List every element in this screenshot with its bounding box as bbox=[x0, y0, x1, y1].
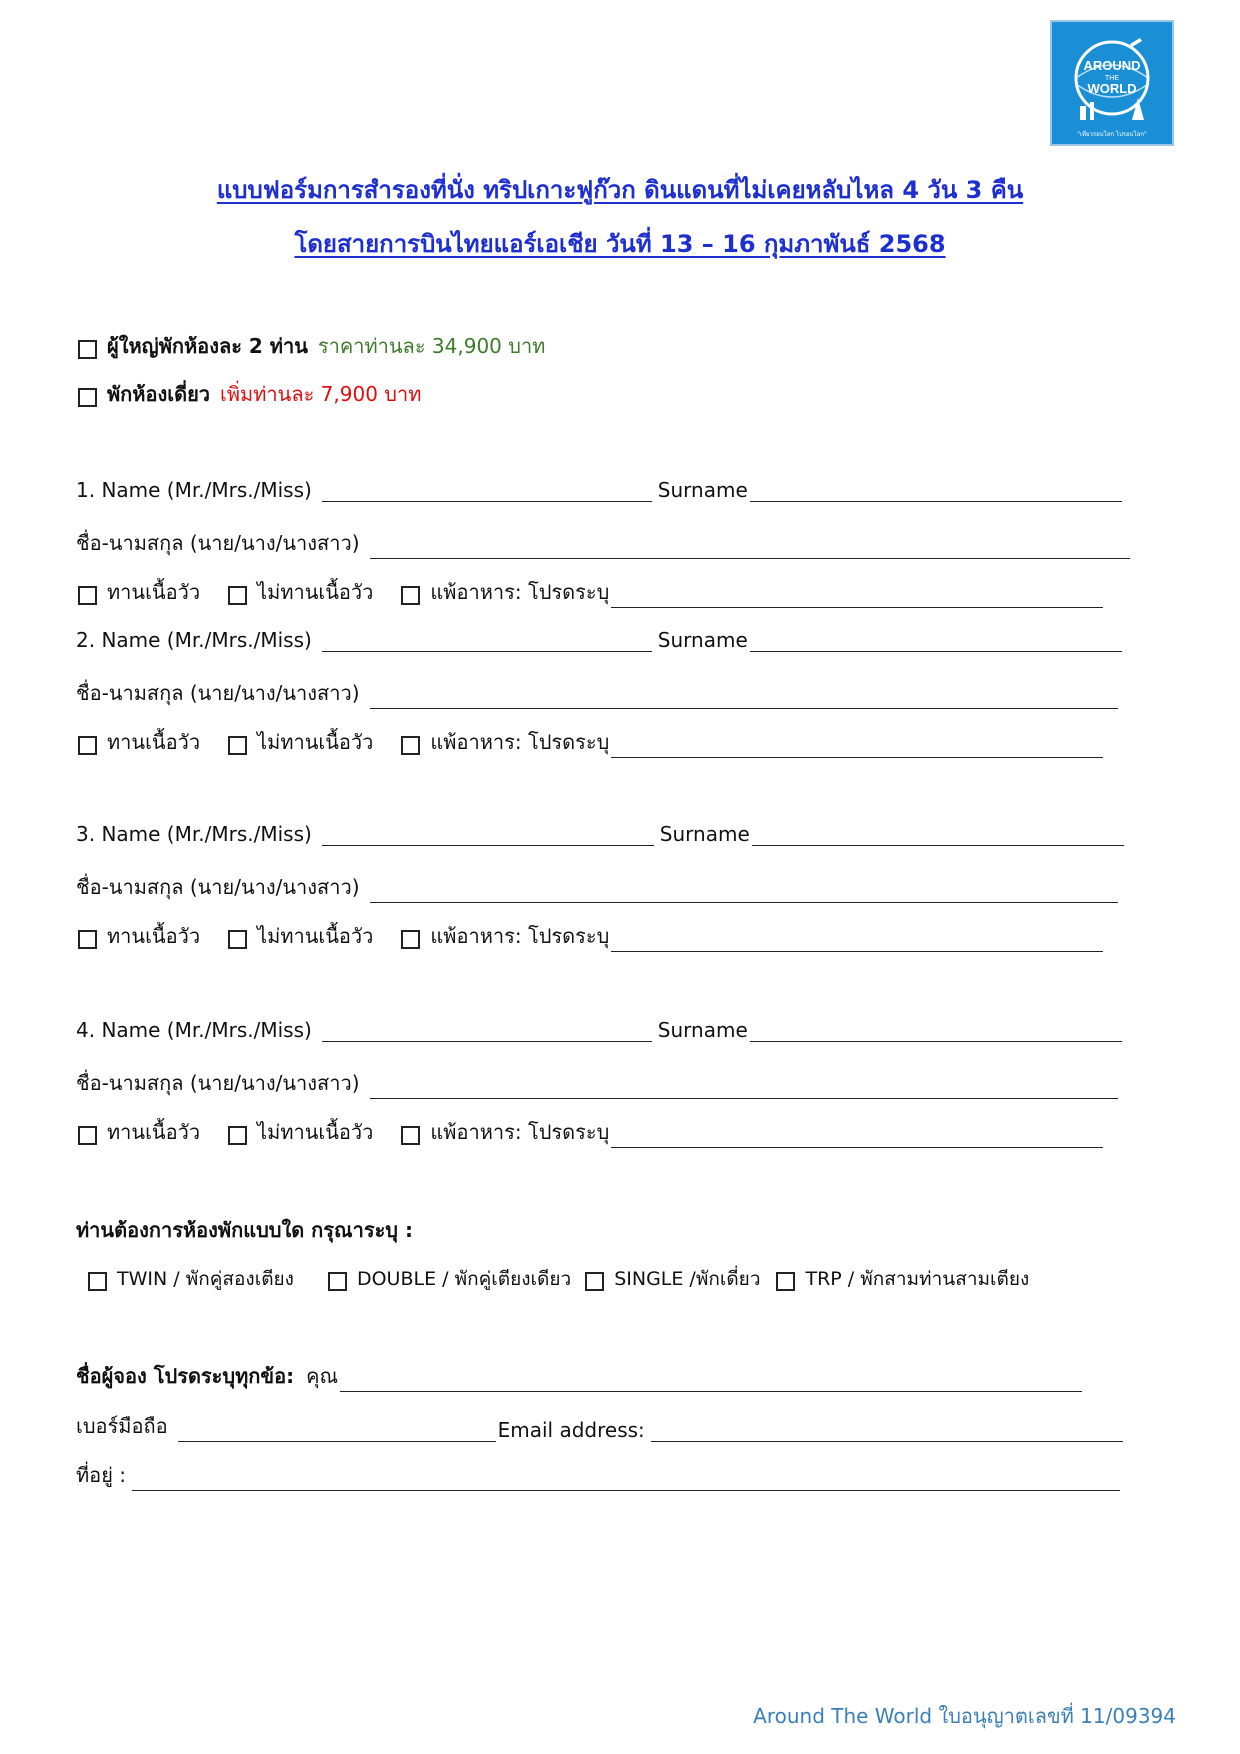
booker-mobile-field[interactable] bbox=[178, 1421, 496, 1442]
passenger-1-eat-beef-label: ทานเนื้อวัว bbox=[107, 580, 201, 604]
room-single-label: SINGLE /พักเดี่ยว bbox=[614, 1268, 761, 1290]
passenger-1-allergy-label: แพ้อาหาร: โปรดระบุ bbox=[430, 580, 610, 604]
passenger-1-name-label: 1. Name (Mr./Mrs./Miss) bbox=[76, 478, 312, 502]
booker-address-label: ที่อยู่ : bbox=[76, 1463, 127, 1487]
passenger-1-no-beef-label: ไม่ทานเนื้อวัว bbox=[257, 580, 374, 604]
pricing-single-price: เพิ่มท่านละ 7,900 บาท bbox=[220, 382, 422, 406]
passenger-2-no-beef-label: ไม่ทานเนื้อวัว bbox=[257, 730, 374, 754]
passenger-1-name-field[interactable] bbox=[322, 481, 652, 502]
footer-license: Around The World ใบอนุญาตเลขที่ 11/09394 bbox=[753, 1704, 1176, 1728]
passenger-2-surname-field[interactable] bbox=[750, 631, 1122, 652]
pricing-twin-price: ราคาท่านละ 34,900 บาท bbox=[317, 334, 546, 358]
form-title: แบบฟอร์มการสำรองที่นั่ง ทริปเกาะฟูก๊วก ดินแดนที่ไม่เคยหลับไหล 4 วัน 3 คืน bbox=[216, 176, 1024, 204]
pricing-option-twin bbox=[78, 330, 545, 362]
passenger-2-diet-row bbox=[78, 726, 1105, 758]
passenger-4-surname-label: Surname bbox=[657, 1018, 748, 1042]
room-type-options bbox=[88, 1264, 1029, 1294]
company-logo bbox=[1050, 20, 1174, 146]
passenger-1-no-beef-checkbox[interactable] bbox=[228, 586, 247, 605]
passenger-3-allergy-checkbox[interactable] bbox=[401, 930, 420, 949]
passenger-2-thai-label: ชื่อ-นามสกุล (นาย/นาง/นางสาว) bbox=[76, 681, 360, 705]
pricing-single-checkbox[interactable] bbox=[78, 388, 97, 407]
passenger-3-thai-name-row bbox=[76, 871, 1120, 903]
passenger-1-diet-row bbox=[78, 576, 1105, 608]
passenger-1-surname-field[interactable] bbox=[750, 481, 1122, 502]
passenger-4-name-field[interactable] bbox=[322, 1021, 652, 1042]
passenger-1-thai-name-row bbox=[76, 527, 1132, 559]
passenger-3-eat-beef-checkbox[interactable] bbox=[78, 930, 97, 949]
passenger-2-name-label: 2. Name (Mr./Mrs./Miss) bbox=[76, 628, 312, 652]
passenger-2-name-field[interactable] bbox=[322, 631, 652, 652]
passenger-4-thai-name-field[interactable] bbox=[370, 1078, 1118, 1099]
booker-khun-label: คุณ bbox=[306, 1364, 339, 1388]
passenger-3-no-beef-checkbox[interactable] bbox=[228, 930, 247, 949]
passenger-4-allergy-label: แพ้อาหาร: โปรดระบุ bbox=[430, 1120, 610, 1144]
passenger-3-surname-label: Surname bbox=[659, 822, 750, 846]
passenger-4-eat-beef-label: ทานเนื้อวัว bbox=[107, 1120, 201, 1144]
passenger-4-thai-label: ชื่อ-นามสกุล (นาย/นาง/นางสาว) bbox=[76, 1071, 360, 1095]
booker-email-field[interactable] bbox=[651, 1421, 1123, 1442]
passenger-1-thai-name-field[interactable] bbox=[370, 538, 1130, 559]
passenger-3-allergy-label: แพ้อาหาร: โปรดระบุ bbox=[430, 924, 610, 948]
passenger-1-allergy-checkbox[interactable] bbox=[401, 586, 420, 605]
passenger-1-thai-label: ชื่อ-นามสกุล (นาย/นาง/นางสาว) bbox=[76, 531, 360, 555]
passenger-4-allergy-field[interactable] bbox=[611, 1127, 1103, 1148]
room-single-checkbox[interactable] bbox=[585, 1272, 604, 1291]
passenger-2-eat-beef-checkbox[interactable] bbox=[78, 736, 97, 755]
logo-text-around: AROUND bbox=[1083, 58, 1141, 73]
passenger-2-thai-name-row bbox=[76, 677, 1120, 709]
passenger-4-surname-field[interactable] bbox=[750, 1021, 1122, 1042]
booker-mobile-label: เบอร์มือถือ bbox=[76, 1414, 168, 1438]
form-subtitle: โดยสายการบินไทยแอร์เอเชีย วันที่ 13 – 16 กุมภาพันธ์ 2568 bbox=[294, 230, 946, 258]
passenger-3-diet-row bbox=[78, 920, 1105, 952]
pricing-twin-checkbox[interactable] bbox=[78, 340, 97, 359]
passenger-3-name-label: 3. Name (Mr./Mrs./Miss) bbox=[76, 822, 312, 846]
room-double-checkbox[interactable] bbox=[328, 1272, 347, 1291]
passenger-1-surname-label: Surname bbox=[657, 478, 748, 502]
logo-text-world: WORLD bbox=[1087, 81, 1137, 96]
booker-name-row bbox=[76, 1360, 1084, 1392]
logo-slogan: "เที่ยวรอบโลก ไปรอบโลก" bbox=[1077, 131, 1147, 138]
room-twin-checkbox[interactable] bbox=[88, 1272, 107, 1291]
room-twin-label: TWIN / พักคู่สองเตียง bbox=[117, 1268, 294, 1290]
passenger-2-allergy-label: แพ้อาหาร: โปรดระบุ bbox=[430, 730, 610, 754]
passenger-3-name-row bbox=[76, 822, 1126, 846]
passenger-4-no-beef-label: ไม่ทานเนื้อวัว bbox=[257, 1120, 374, 1144]
passenger-3-surname-field[interactable] bbox=[752, 825, 1124, 846]
booker-email-label: Email address: bbox=[497, 1418, 645, 1442]
passenger-4-allergy-checkbox[interactable] bbox=[401, 1126, 420, 1145]
passenger-3-allergy-field[interactable] bbox=[611, 931, 1103, 952]
passenger-1-eat-beef-checkbox[interactable] bbox=[78, 586, 97, 605]
pricing-single-label: พักห้องเดี่ยว bbox=[107, 382, 211, 406]
passenger-3-name-field[interactable] bbox=[322, 825, 654, 846]
room-double-label: DOUBLE / พักคู่เตียงเดียว bbox=[356, 1268, 572, 1290]
passenger-3-eat-beef-label: ทานเนื้อวัว bbox=[107, 924, 201, 948]
globe-icon bbox=[1052, 22, 1172, 144]
passenger-2-eat-beef-label: ทานเนื้อวัว bbox=[107, 730, 201, 754]
passenger-2-allergy-checkbox[interactable] bbox=[401, 736, 420, 755]
passenger-2-surname-label: Surname bbox=[657, 628, 748, 652]
passenger-2-no-beef-checkbox[interactable] bbox=[228, 736, 247, 755]
room-trp-checkbox[interactable] bbox=[776, 1272, 795, 1291]
passenger-4-name-row bbox=[76, 1018, 1124, 1042]
passenger-4-no-beef-checkbox[interactable] bbox=[228, 1126, 247, 1145]
passenger-4-thai-name-row bbox=[76, 1067, 1120, 1099]
pricing-option-single bbox=[78, 378, 421, 410]
room-trp-label: TRP / พักสามท่านสามเตียง bbox=[805, 1268, 1030, 1290]
passenger-2-name-row bbox=[76, 628, 1124, 652]
booker-contact-row bbox=[76, 1410, 1125, 1442]
pricing-twin-label: ผู้ใหญ่พักห้องละ 2 ท่าน bbox=[107, 334, 308, 358]
passenger-3-thai-name-field[interactable] bbox=[370, 882, 1118, 903]
passenger-4-diet-row bbox=[78, 1116, 1105, 1148]
passenger-4-eat-beef-checkbox[interactable] bbox=[78, 1126, 97, 1145]
passenger-3-no-beef-label: ไม่ทานเนื้อวัว bbox=[257, 924, 374, 948]
booker-name-field[interactable] bbox=[340, 1371, 1082, 1392]
booker-label: ชื่อผู้จอง โปรดระบุทุกข้อ: bbox=[76, 1364, 295, 1388]
room-type-question: ท่านต้องการห้องพักแบบใด กรุณาระบุ : bbox=[76, 1218, 413, 1242]
passenger-1-allergy-field[interactable] bbox=[611, 587, 1103, 608]
logo-text-the: THE bbox=[1105, 75, 1119, 82]
passenger-1-name-row bbox=[76, 478, 1124, 502]
passenger-2-allergy-field[interactable] bbox=[611, 737, 1103, 758]
passenger-3-thai-label: ชื่อ-นามสกุล (นาย/นาง/นางสาว) bbox=[76, 875, 360, 899]
passenger-2-thai-name-field[interactable] bbox=[370, 688, 1118, 709]
booker-address-field[interactable] bbox=[132, 1470, 1120, 1491]
booker-address-row bbox=[76, 1459, 1122, 1491]
passenger-4-name-label: 4. Name (Mr./Mrs./Miss) bbox=[76, 1018, 312, 1042]
